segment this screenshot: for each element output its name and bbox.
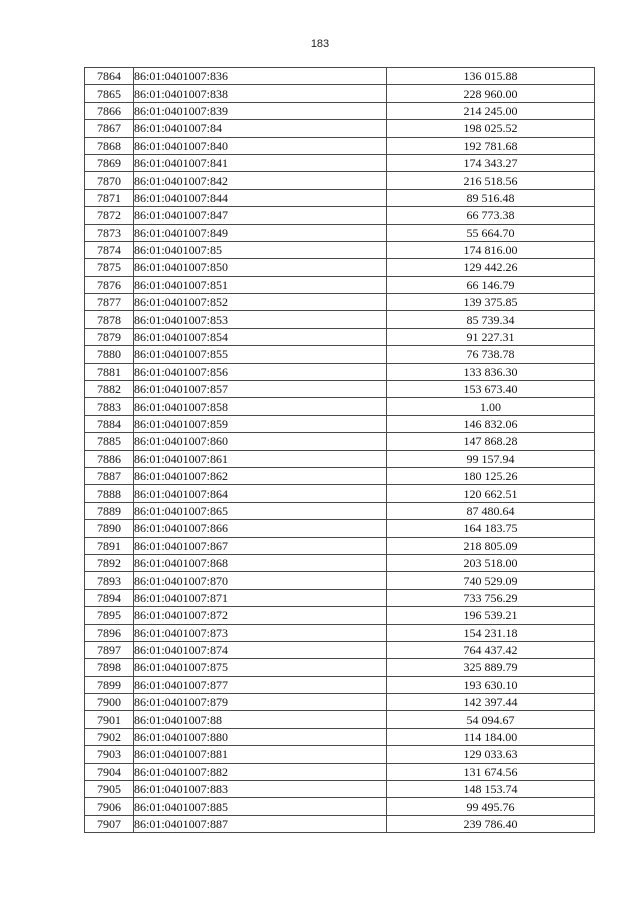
cadastral-number-cell: 86:01:0401007:887 (134, 815, 387, 832)
cadastral-value-cell: 133 836.30 (387, 363, 595, 380)
table-row (85, 763, 595, 780)
cadastral-value-cell: 325 889.79 (387, 659, 595, 676)
cadastral-number-cell: 86:01:0401007:864 (134, 485, 387, 502)
row-number-cell: 7902 (85, 728, 134, 745)
table-row (85, 815, 595, 832)
table-row (85, 694, 595, 711)
row-number-cell: 7877 (85, 294, 134, 311)
row-number-cell: 7897 (85, 641, 134, 658)
row-number-cell: 7893 (85, 572, 134, 589)
cadastral-value-cell: 1.00 (387, 398, 595, 415)
row-number-cell: 7900 (85, 694, 134, 711)
cadastral-value-table (84, 67, 595, 833)
cadastral-number-cell: 86:01:0401007:88 (134, 711, 387, 728)
cadastral-value-cell: 131 674.56 (387, 763, 595, 780)
row-number-cell: 7896 (85, 624, 134, 641)
cadastral-value-cell: 198 025.52 (387, 120, 595, 137)
cadastral-value-cell: 192 781.68 (387, 137, 595, 154)
table-row (85, 137, 595, 154)
cadastral-value-cell: 91 227.31 (387, 328, 595, 345)
cadastral-number-cell: 86:01:0401007:866 (134, 520, 387, 537)
table-row (85, 781, 595, 798)
cadastral-number-cell: 86:01:0401007:873 (134, 624, 387, 641)
row-number-cell: 7864 (85, 68, 134, 85)
cadastral-number-cell: 86:01:0401007:861 (134, 450, 387, 467)
row-number-cell: 7888 (85, 485, 134, 502)
row-number-cell: 7882 (85, 381, 134, 398)
table-row (85, 172, 595, 189)
cadastral-value-cell: 228 960.00 (387, 85, 595, 102)
row-number-cell: 7890 (85, 520, 134, 537)
cadastral-value-cell: 214 245.00 (387, 102, 595, 119)
row-number-cell: 7894 (85, 589, 134, 606)
cadastral-number-cell: 86:01:0401007:860 (134, 433, 387, 450)
cadastral-value-cell: 740 529.09 (387, 572, 595, 589)
table-row (85, 467, 595, 484)
table-row (85, 276, 595, 293)
row-number-cell: 7886 (85, 450, 134, 467)
table-row (85, 641, 595, 658)
row-number-cell: 7898 (85, 659, 134, 676)
row-number-cell: 7874 (85, 241, 134, 258)
cadastral-number-cell: 86:01:0401007:859 (134, 415, 387, 432)
cadastral-value-cell: 147 868.28 (387, 433, 595, 450)
cadastral-number-cell: 86:01:0401007:865 (134, 502, 387, 519)
table-row (85, 589, 595, 606)
row-number-cell: 7869 (85, 154, 134, 171)
cadastral-number-cell: 86:01:0401007:871 (134, 589, 387, 606)
cadastral-number-cell: 86:01:0401007:851 (134, 276, 387, 293)
cadastral-number-cell: 86:01:0401007:849 (134, 224, 387, 241)
table-row (85, 798, 595, 815)
cadastral-number-cell: 86:01:0401007:882 (134, 763, 387, 780)
cadastral-value-cell: 146 832.06 (387, 415, 595, 432)
row-number-cell: 7906 (85, 798, 134, 815)
cadastral-number-cell: 86:01:0401007:880 (134, 728, 387, 745)
cadastral-number-cell: 86:01:0401007:885 (134, 798, 387, 815)
row-number-cell: 7907 (85, 815, 134, 832)
row-number-cell: 7899 (85, 676, 134, 693)
cadastral-value-cell: 239 786.40 (387, 815, 595, 832)
table-row (85, 207, 595, 224)
row-number-cell: 7879 (85, 328, 134, 345)
cadastral-value-cell: 153 673.40 (387, 381, 595, 398)
table-row (85, 363, 595, 380)
row-number-cell: 7905 (85, 781, 134, 798)
cadastral-value-cell: 203 518.00 (387, 554, 595, 571)
table-row (85, 450, 595, 467)
row-number-cell: 7889 (85, 502, 134, 519)
cadastral-number-cell: 86:01:0401007:881 (134, 746, 387, 763)
table-row (85, 120, 595, 137)
table-row (85, 485, 595, 502)
row-number-cell: 7866 (85, 102, 134, 119)
cadastral-number-cell: 86:01:0401007:870 (134, 572, 387, 589)
cadastral-value-cell: 120 662.51 (387, 485, 595, 502)
table-row (85, 554, 595, 571)
table-body (85, 68, 595, 833)
cadastral-value-cell: 129 033.63 (387, 746, 595, 763)
table-row (85, 433, 595, 450)
cadastral-number-cell: 86:01:0401007:839 (134, 102, 387, 119)
table-row (85, 154, 595, 171)
row-number-cell: 7901 (85, 711, 134, 728)
row-number-cell: 7871 (85, 189, 134, 206)
table-row (85, 711, 595, 728)
cadastral-number-cell: 86:01:0401007:856 (134, 363, 387, 380)
row-number-cell: 7878 (85, 311, 134, 328)
cadastral-value-cell: 174 816.00 (387, 241, 595, 258)
table-row (85, 659, 595, 676)
table-row (85, 102, 595, 119)
cadastral-number-cell: 86:01:0401007:844 (134, 189, 387, 206)
cadastral-number-cell: 86:01:0401007:841 (134, 154, 387, 171)
table-row (85, 746, 595, 763)
cadastral-value-cell: 216 518.56 (387, 172, 595, 189)
cadastral-value-cell: 218 805.09 (387, 537, 595, 554)
row-number-cell: 7880 (85, 346, 134, 363)
table-row (85, 381, 595, 398)
cadastral-number-cell: 86:01:0401007:836 (134, 68, 387, 85)
table-row (85, 520, 595, 537)
table-row (85, 85, 595, 102)
cadastral-number-cell: 86:01:0401007:84 (134, 120, 387, 137)
cadastral-number-cell: 86:01:0401007:883 (134, 781, 387, 798)
page-number: 183 (310, 38, 330, 50)
row-number-cell: 7891 (85, 537, 134, 554)
cadastral-number-cell: 86:01:0401007:867 (134, 537, 387, 554)
table-row (85, 624, 595, 641)
table-row (85, 294, 595, 311)
table-row (85, 607, 595, 624)
cadastral-number-cell: 86:01:0401007:855 (134, 346, 387, 363)
cadastral-number-cell: 86:01:0401007:840 (134, 137, 387, 154)
cadastral-number-cell: 86:01:0401007:868 (134, 554, 387, 571)
row-number-cell: 7883 (85, 398, 134, 415)
table-row (85, 415, 595, 432)
table-row (85, 346, 595, 363)
cadastral-number-cell: 86:01:0401007:874 (134, 641, 387, 658)
cadastral-value-cell: 129 442.26 (387, 259, 595, 276)
cadastral-value-cell: 87 480.64 (387, 502, 595, 519)
table-row (85, 502, 595, 519)
cadastral-value-cell: 136 015.88 (387, 68, 595, 85)
row-number-cell: 7876 (85, 276, 134, 293)
cadastral-number-cell: 86:01:0401007:857 (134, 381, 387, 398)
cadastral-number-cell: 86:01:0401007:862 (134, 467, 387, 484)
cadastral-number-cell: 86:01:0401007:875 (134, 659, 387, 676)
cadastral-number-cell: 86:01:0401007:838 (134, 85, 387, 102)
row-number-cell: 7884 (85, 415, 134, 432)
cadastral-number-cell: 86:01:0401007:854 (134, 328, 387, 345)
row-number-cell: 7895 (85, 607, 134, 624)
cadastral-number-cell: 86:01:0401007:850 (134, 259, 387, 276)
cadastral-value-cell: 164 183.75 (387, 520, 595, 537)
table-row (85, 676, 595, 693)
table-row (85, 241, 595, 258)
cadastral-value-cell: 99 157.94 (387, 450, 595, 467)
cadastral-number-cell: 86:01:0401007:872 (134, 607, 387, 624)
row-number-cell: 7867 (85, 120, 134, 137)
row-number-cell: 7872 (85, 207, 134, 224)
table-row (85, 728, 595, 745)
cadastral-value-cell: 174 343.27 (387, 154, 595, 171)
table-row (85, 398, 595, 415)
table-row (85, 537, 595, 554)
cadastral-value-cell: 193 630.10 (387, 676, 595, 693)
table-row (85, 189, 595, 206)
cadastral-number-cell: 86:01:0401007:85 (134, 241, 387, 258)
cadastral-number-cell: 86:01:0401007:842 (134, 172, 387, 189)
row-number-cell: 7881 (85, 363, 134, 380)
cadastral-value-cell: 154 231.18 (387, 624, 595, 641)
row-number-cell: 7873 (85, 224, 134, 241)
row-number-cell: 7903 (85, 746, 134, 763)
row-number-cell: 7865 (85, 85, 134, 102)
cadastral-value-cell: 764 437.42 (387, 641, 595, 658)
cadastral-value-cell: 85 739.34 (387, 311, 595, 328)
row-number-cell: 7868 (85, 137, 134, 154)
cadastral-value-cell: 66 146.79 (387, 276, 595, 293)
row-number-cell: 7892 (85, 554, 134, 571)
cadastral-number-cell: 86:01:0401007:853 (134, 311, 387, 328)
table-row (85, 68, 595, 85)
cadastral-value-cell: 733 756.29 (387, 589, 595, 606)
table-row (85, 259, 595, 276)
cadastral-number-cell: 86:01:0401007:852 (134, 294, 387, 311)
cadastral-value-cell: 142 397.44 (387, 694, 595, 711)
cadastral-number-cell: 86:01:0401007:877 (134, 676, 387, 693)
cadastral-value-cell: 76 738.78 (387, 346, 595, 363)
table-row (85, 311, 595, 328)
cadastral-number-cell: 86:01:0401007:847 (134, 207, 387, 224)
row-number-cell: 7887 (85, 467, 134, 484)
cadastral-value-cell: 89 516.48 (387, 189, 595, 206)
table-row (85, 572, 595, 589)
row-number-cell: 7870 (85, 172, 134, 189)
cadastral-value-cell: 114 184.00 (387, 728, 595, 745)
cadastral-value-cell: 99 495.76 (387, 798, 595, 815)
cadastral-value-cell: 139 375.85 (387, 294, 595, 311)
cadastral-value-cell: 196 539.21 (387, 607, 595, 624)
cadastral-number-cell: 86:01:0401007:858 (134, 398, 387, 415)
table-row (85, 328, 595, 345)
row-number-cell: 7885 (85, 433, 134, 450)
cadastral-value-cell: 54 094.67 (387, 711, 595, 728)
row-number-cell: 7904 (85, 763, 134, 780)
cadastral-value-cell: 148 153.74 (387, 781, 595, 798)
table-row (85, 224, 595, 241)
cadastral-value-cell: 180 125.26 (387, 467, 595, 484)
cadastral-value-cell: 66 773.38 (387, 207, 595, 224)
cadastral-number-cell: 86:01:0401007:879 (134, 694, 387, 711)
cadastral-value-cell: 55 664.70 (387, 224, 595, 241)
row-number-cell: 7875 (85, 259, 134, 276)
